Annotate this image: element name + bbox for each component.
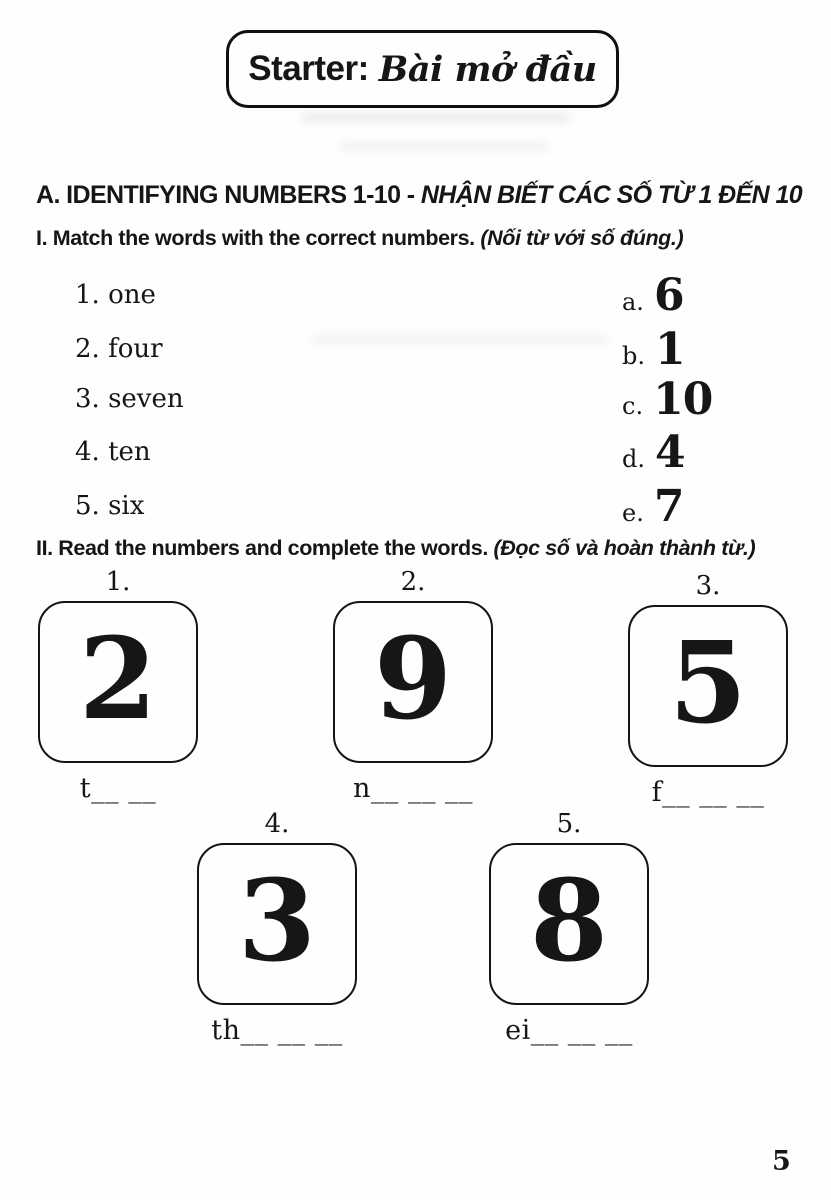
lesson-title-en: Starter:	[248, 49, 369, 88]
match-number-letter: c.	[622, 392, 644, 420]
card-answer-line: th__ __ __	[211, 1015, 343, 1046]
section-a-heading-en: A. IDENTIFYING NUMBERS 1-10 -	[36, 181, 421, 209]
scan-artifact	[340, 142, 550, 151]
card-label: 1.	[105, 567, 131, 597]
card-number: 2	[79, 614, 157, 745]
lesson-title-vi: Bài mở đầu	[378, 48, 597, 90]
match-word-item	[75, 384, 184, 414]
exercise-2-heading-en: II. Read the numbers and complete the words.	[36, 536, 494, 560]
match-word-num: 5.	[75, 491, 100, 521]
match-number-letter: a.	[622, 288, 644, 316]
match-number-item	[622, 270, 684, 321]
card-box	[489, 843, 649, 1005]
match-number-letter: e.	[622, 499, 644, 527]
card-answer-line: f__ __ __	[651, 777, 765, 808]
card-number: 9	[374, 614, 452, 745]
number-card	[489, 810, 649, 1046]
exercise-2-heading	[36, 536, 755, 561]
exercise-1-heading-vi: (Nối từ với số đúng.)	[480, 226, 684, 250]
match-word-num: 4.	[75, 437, 100, 467]
card-number: 3	[238, 856, 316, 987]
match-number-item	[622, 374, 712, 425]
match-number-value: 4	[655, 427, 685, 478]
match-word-item	[75, 280, 156, 310]
match-word-item	[75, 491, 144, 521]
match-word-text: four	[108, 334, 163, 364]
match-number-value: 1	[655, 324, 685, 375]
exercise-1-heading	[36, 226, 683, 251]
number-card	[38, 568, 198, 804]
match-word-item	[75, 437, 151, 467]
exercise-1-heading-en: I. Match the words with the correct numbers.	[36, 226, 481, 250]
card-answer-line: n__ __ __	[352, 773, 474, 804]
scan-artifact	[310, 334, 610, 345]
exercise-2-heading-vi: (Đọc số và hoàn thành từ.)	[493, 536, 756, 560]
card-number: 8	[530, 856, 608, 987]
match-word-text: seven	[108, 384, 184, 414]
match-number-item	[622, 324, 685, 375]
card-box	[628, 605, 788, 767]
card-label: 4.	[264, 809, 290, 839]
number-card	[333, 568, 493, 804]
page-number: 5	[772, 1146, 791, 1177]
card-box	[197, 843, 357, 1005]
match-number-value: 10	[653, 374, 713, 425]
section-a-heading	[36, 181, 802, 210]
card-answer-line: ei__ __ __	[505, 1015, 633, 1046]
section-a-heading-vi: NHẬN BIẾT CÁC SỐ TỪ 1 ĐẾN 10	[420, 181, 803, 209]
match-word-text: ten	[108, 437, 151, 467]
match-number-value: 7	[653, 481, 684, 532]
match-number-item	[622, 427, 685, 478]
match-number-value: 6	[653, 270, 684, 321]
card-number: 5	[669, 618, 747, 749]
match-number-letter: b.	[622, 342, 645, 370]
number-card	[197, 810, 357, 1046]
card-label: 5.	[556, 809, 582, 839]
match-word-num: 3.	[75, 384, 100, 414]
match-word-num: 2.	[75, 334, 100, 364]
match-word-text: one	[108, 280, 156, 310]
match-word-item	[75, 334, 163, 364]
match-number-item	[622, 481, 683, 532]
scan-artifact	[300, 112, 570, 123]
match-word-text: six	[108, 491, 145, 521]
card-box	[333, 601, 493, 763]
card-label: 3.	[695, 571, 721, 601]
card-label: 2.	[400, 567, 426, 597]
lesson-title-box	[226, 30, 619, 108]
match-word-num: 1.	[75, 280, 100, 310]
number-card	[628, 572, 788, 808]
match-number-letter: d.	[622, 445, 645, 473]
card-box	[38, 601, 198, 763]
card-answer-line: t__ __	[79, 773, 157, 804]
